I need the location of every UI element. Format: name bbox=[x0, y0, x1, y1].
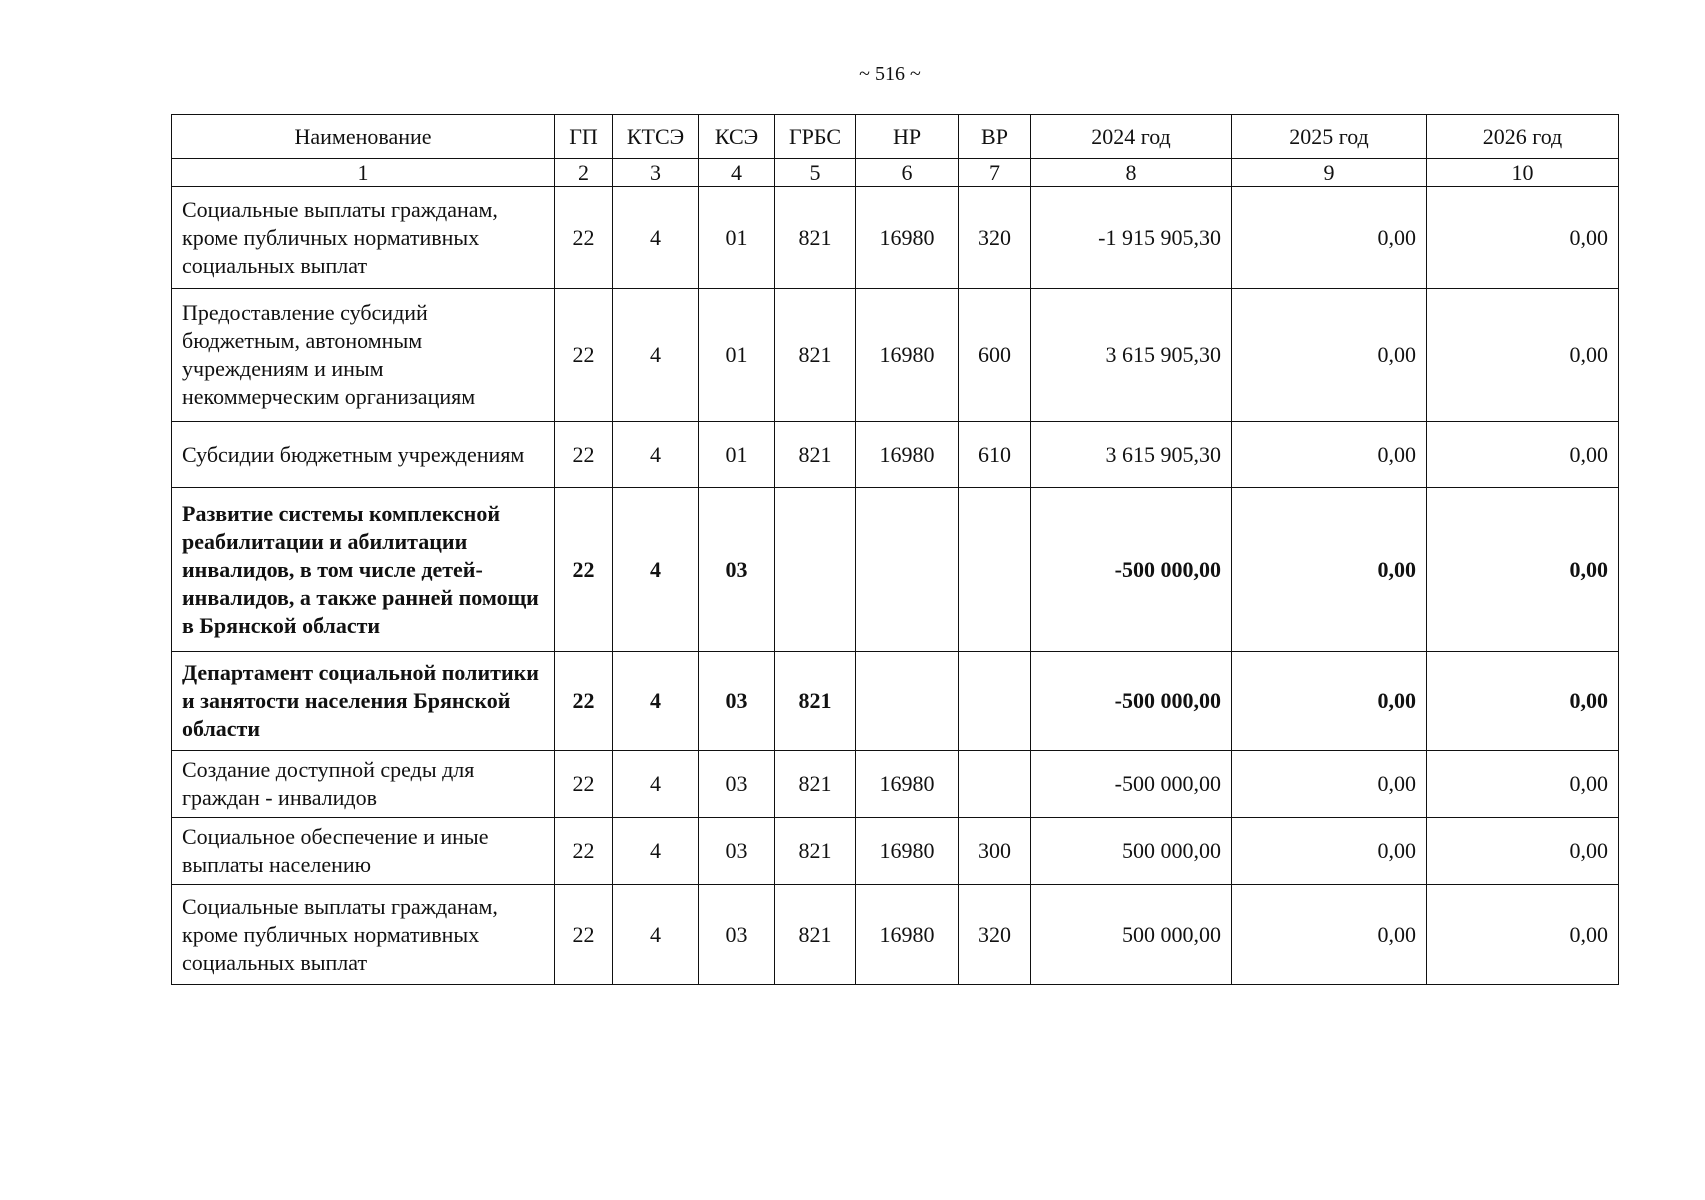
table-row bbox=[172, 422, 1619, 488]
table-row bbox=[172, 818, 1619, 885]
column-number: 4 bbox=[699, 159, 775, 187]
row-name: Субсидии бюджетным учреждениям bbox=[172, 422, 555, 488]
table-row bbox=[172, 751, 1619, 818]
header-gp: ГП bbox=[555, 115, 613, 159]
row-2024: 3 615 905,30 bbox=[1031, 289, 1232, 422]
column-number: 3 bbox=[613, 159, 699, 187]
row-nr: 16980 bbox=[856, 751, 959, 818]
row-grbs: 821 bbox=[775, 885, 856, 985]
row-gp: 22 bbox=[555, 751, 613, 818]
budget-table bbox=[171, 114, 1619, 985]
row-nr: 16980 bbox=[856, 289, 959, 422]
row-nr: 16980 bbox=[856, 818, 959, 885]
row-name: Социальное обеспечение и иные выплаты населению bbox=[172, 818, 555, 885]
column-number: 9 bbox=[1232, 159, 1427, 187]
row-vr: 320 bbox=[959, 885, 1031, 985]
row-name: Социальные выплаты гражданам, кроме публичных нормативных социальных выплат bbox=[172, 187, 555, 289]
table-row bbox=[172, 289, 1619, 422]
row-kse: 03 bbox=[699, 885, 775, 985]
row-2025: 0,00 bbox=[1232, 289, 1427, 422]
row-2025: 0,00 bbox=[1232, 187, 1427, 289]
row-2024: 500 000,00 bbox=[1031, 818, 1232, 885]
row-2025: 0,00 bbox=[1232, 488, 1427, 652]
header-kse: КСЭ bbox=[699, 115, 775, 159]
table-header-row bbox=[172, 115, 1619, 159]
row-2025: 0,00 bbox=[1232, 422, 1427, 488]
row-kse: 01 bbox=[699, 422, 775, 488]
row-gp: 22 bbox=[555, 488, 613, 652]
row-kse: 03 bbox=[699, 488, 775, 652]
header-ktse: КТСЭ bbox=[613, 115, 699, 159]
header-grbs: ГРБС bbox=[775, 115, 856, 159]
row-kse: 03 bbox=[699, 652, 775, 751]
table-row bbox=[172, 488, 1619, 652]
row-name: Предоставление субсидий бюджетным, автономным учреждениям и иным некоммерческим организациям bbox=[172, 289, 555, 422]
header-2025: 2025 год bbox=[1232, 115, 1427, 159]
row-2026: 0,00 bbox=[1427, 818, 1619, 885]
row-name: Развитие системы комплексной реабилитации и абилитации инвалидов, в том числе детей-инвалидов, а также ранней помощи в Брянской области bbox=[172, 488, 555, 652]
row-2026: 0,00 bbox=[1427, 187, 1619, 289]
row-grbs: 821 bbox=[775, 187, 856, 289]
row-nr bbox=[856, 652, 959, 751]
row-2025: 0,00 bbox=[1232, 751, 1427, 818]
row-gp: 22 bbox=[555, 652, 613, 751]
header-name: Наименование bbox=[172, 115, 555, 159]
row-ktse: 4 bbox=[613, 289, 699, 422]
row-2024: -500 000,00 bbox=[1031, 652, 1232, 751]
page-number: ~ 516 ~ bbox=[859, 63, 921, 85]
column-number: 6 bbox=[856, 159, 959, 187]
column-number-row bbox=[172, 159, 1619, 187]
row-nr: 16980 bbox=[856, 422, 959, 488]
row-vr: 300 bbox=[959, 818, 1031, 885]
row-gp: 22 bbox=[555, 187, 613, 289]
row-2025: 0,00 bbox=[1232, 885, 1427, 985]
row-2026: 0,00 bbox=[1427, 289, 1619, 422]
row-2024: 3 615 905,30 bbox=[1031, 422, 1232, 488]
row-vr bbox=[959, 488, 1031, 652]
row-ktse: 4 bbox=[613, 885, 699, 985]
row-gp: 22 bbox=[555, 818, 613, 885]
row-nr bbox=[856, 488, 959, 652]
row-2024: 500 000,00 bbox=[1031, 885, 1232, 985]
row-name: Создание доступной среды для граждан - инвалидов bbox=[172, 751, 555, 818]
column-number: 10 bbox=[1427, 159, 1619, 187]
row-2024: -500 000,00 bbox=[1031, 488, 1232, 652]
row-vr bbox=[959, 652, 1031, 751]
row-nr: 16980 bbox=[856, 187, 959, 289]
row-2026: 0,00 bbox=[1427, 652, 1619, 751]
row-gp: 22 bbox=[555, 885, 613, 985]
row-vr: 600 bbox=[959, 289, 1031, 422]
row-grbs: 821 bbox=[775, 289, 856, 422]
row-vr: 610 bbox=[959, 422, 1031, 488]
row-grbs bbox=[775, 488, 856, 652]
column-number: 8 bbox=[1031, 159, 1232, 187]
column-number: 5 bbox=[775, 159, 856, 187]
row-kse: 03 bbox=[699, 818, 775, 885]
row-grbs: 821 bbox=[775, 818, 856, 885]
row-2025: 0,00 bbox=[1232, 652, 1427, 751]
row-2024: -1 915 905,30 bbox=[1031, 187, 1232, 289]
column-number: 2 bbox=[555, 159, 613, 187]
row-vr: 320 bbox=[959, 187, 1031, 289]
row-grbs: 821 bbox=[775, 422, 856, 488]
row-ktse: 4 bbox=[613, 751, 699, 818]
column-number: 7 bbox=[959, 159, 1031, 187]
row-kse: 01 bbox=[699, 289, 775, 422]
row-2025: 0,00 bbox=[1232, 818, 1427, 885]
row-gp: 22 bbox=[555, 289, 613, 422]
table-row bbox=[172, 652, 1619, 751]
row-grbs: 821 bbox=[775, 751, 856, 818]
row-ktse: 4 bbox=[613, 187, 699, 289]
table-row bbox=[172, 885, 1619, 985]
row-ktse: 4 bbox=[613, 652, 699, 751]
row-2026: 0,00 bbox=[1427, 488, 1619, 652]
row-kse: 01 bbox=[699, 187, 775, 289]
row-2026: 0,00 bbox=[1427, 885, 1619, 985]
row-grbs: 821 bbox=[775, 652, 856, 751]
row-name: Социальные выплаты гражданам, кроме публичных нормативных социальных выплат bbox=[172, 885, 555, 985]
header-2024: 2024 год bbox=[1031, 115, 1232, 159]
header-vr: ВР bbox=[959, 115, 1031, 159]
row-nr: 16980 bbox=[856, 885, 959, 985]
row-2026: 0,00 bbox=[1427, 422, 1619, 488]
column-number: 1 bbox=[172, 159, 555, 187]
header-nr: НР bbox=[856, 115, 959, 159]
header-2026: 2026 год bbox=[1427, 115, 1619, 159]
row-kse: 03 bbox=[699, 751, 775, 818]
row-2026: 0,00 bbox=[1427, 751, 1619, 818]
row-ktse: 4 bbox=[613, 488, 699, 652]
row-ktse: 4 bbox=[613, 818, 699, 885]
row-name: Департамент социальной политики и занятости населения Брянской области bbox=[172, 652, 555, 751]
row-vr bbox=[959, 751, 1031, 818]
row-ktse: 4 bbox=[613, 422, 699, 488]
row-gp: 22 bbox=[555, 422, 613, 488]
row-2024: -500 000,00 bbox=[1031, 751, 1232, 818]
table-row bbox=[172, 187, 1619, 289]
